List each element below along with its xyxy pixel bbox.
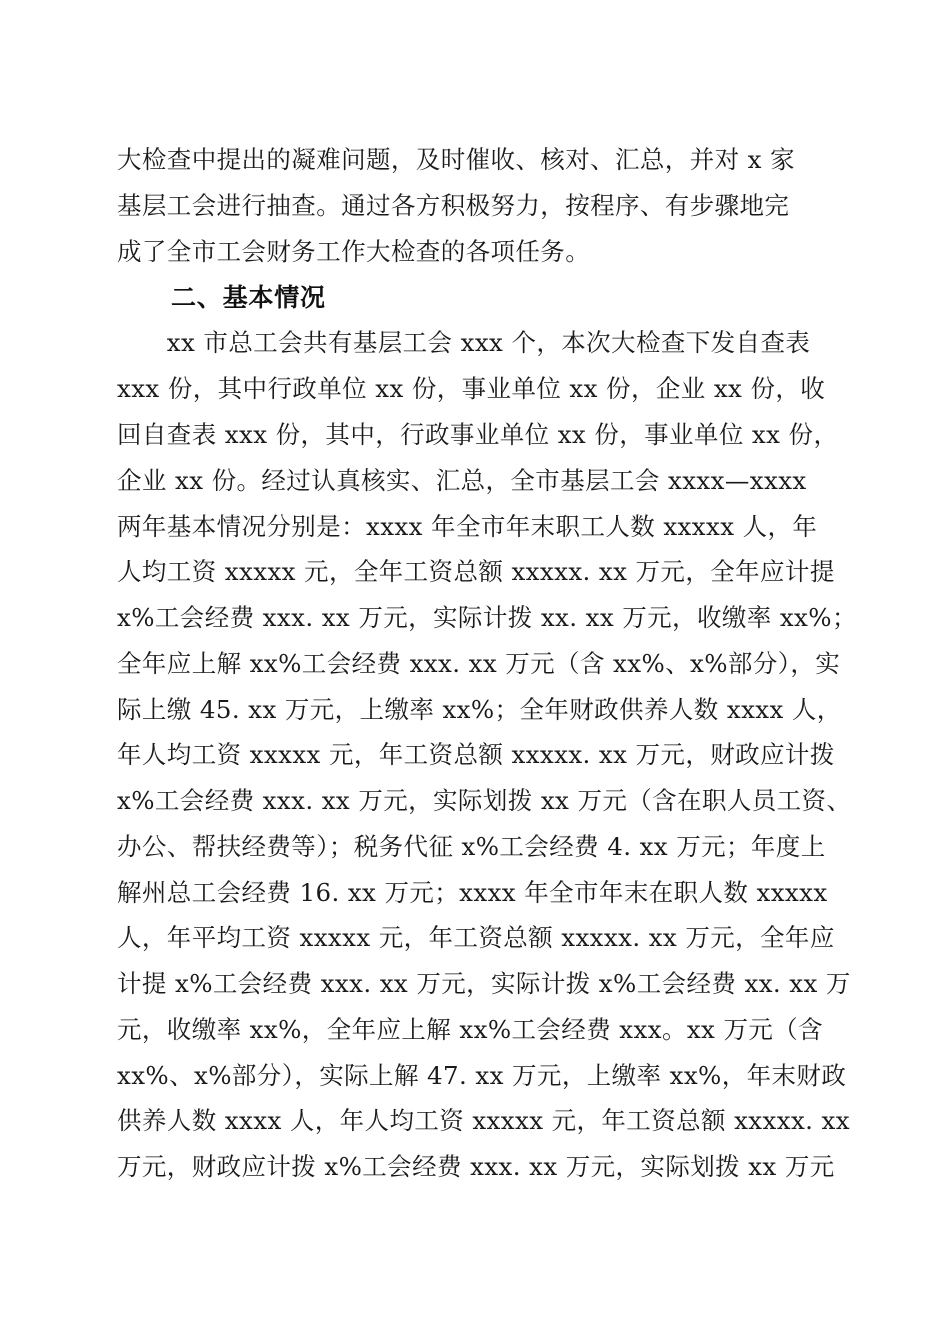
paragraph-line: 企业 xx 份。经过认真核实、汇总，全市基层工会 xxxx—xxxx (117, 466, 807, 495)
section-heading: 二、基本情况 (171, 283, 326, 312)
paragraph-line: xxx 份，其中行政单位 xx 份，事业单位 xx 份，企业 xx 份，收 (117, 374, 826, 403)
paragraph-line: x%工会经费 xxx. xx 万元，实际划拨 xx 万元（含在职人员工资、 (117, 786, 852, 815)
paragraph-line: 大检查中提出的凝难问题，及时催收、核对、汇总，并对 x 家 (117, 145, 795, 174)
paragraph-line: 回自查表 xxx 份，其中，行政事业单位 xx 份，事业单位 xx 份， (117, 420, 839, 449)
paragraph-line: 基层工会进行抽查。通过各方积极努力，按程序、有步骤地完 (117, 191, 790, 220)
paragraph-line: 全年应上解 xx%工会经费 xxx. xx 万元（含 xx%、x%部分），实 (117, 649, 841, 678)
paragraph-line: 万元，财政应计拨 x%工会经费 xxx. xx 万元，实际划拨 xx 万元 (117, 1152, 835, 1181)
paragraph-line: 解州总工会经费 16. xx 万元；xxxx 年全市年末在职人数 xxxxx (117, 878, 828, 907)
paragraph-line: xx 市总工会共有基层工会 xxx 个，本次大检查下发自查表 (117, 328, 811, 357)
paragraph-line: 际上缴 45. xx 万元，上缴率 xx%；全年财政供养人数 xxxx 人， (117, 695, 842, 724)
paragraph-line: 成了全市工会财务工作大检查的各项任务。 (117, 237, 591, 266)
paragraph-line: 人均工资 xxxxx 元，全年工资总额 xxxxx. xx 万元，全年应计提 (117, 557, 835, 586)
paragraph-line: 计提 x%工会经费 xxx. xx 万元，实际计拨 x%工会经费 xx. xx 万 (117, 969, 851, 998)
paragraph-line: 供养人数 xxxx 人，年人均工资 xxxxx 元，年工资总额 xxxxx. xx (117, 1106, 850, 1135)
paragraph-line: 年人均工资 xxxxx 元，年工资总额 xxxxx. xx 万元，财政应计拨 (117, 740, 835, 769)
paragraph-line: xx%、x%部分），实际上解 47. xx 万元，上缴率 xx%，年末财政 (117, 1061, 847, 1090)
paragraph-line: 办公、帮扶经费等）；税务代征 x%工会经费 4. xx 万元；年度上 (117, 832, 826, 861)
paragraph-line: 两年基本情况分别是：xxxx 年全市年末职工人数 xxxxx 人，年 (117, 512, 818, 541)
paragraph-line: x%工会经费 xxx. xx 万元，实际计拨 xx. xx 万元，收缴率 xx%； (117, 603, 857, 632)
paragraph-line: 人，年平均工资 xxxxx 元，年工资总额 xxxxx. xx 万元，全年应 (117, 923, 835, 952)
paragraph-line: 元，收缴率 xx%，全年应上解 xx%工会经费 xxx。xx 万元（含 (117, 1015, 824, 1044)
